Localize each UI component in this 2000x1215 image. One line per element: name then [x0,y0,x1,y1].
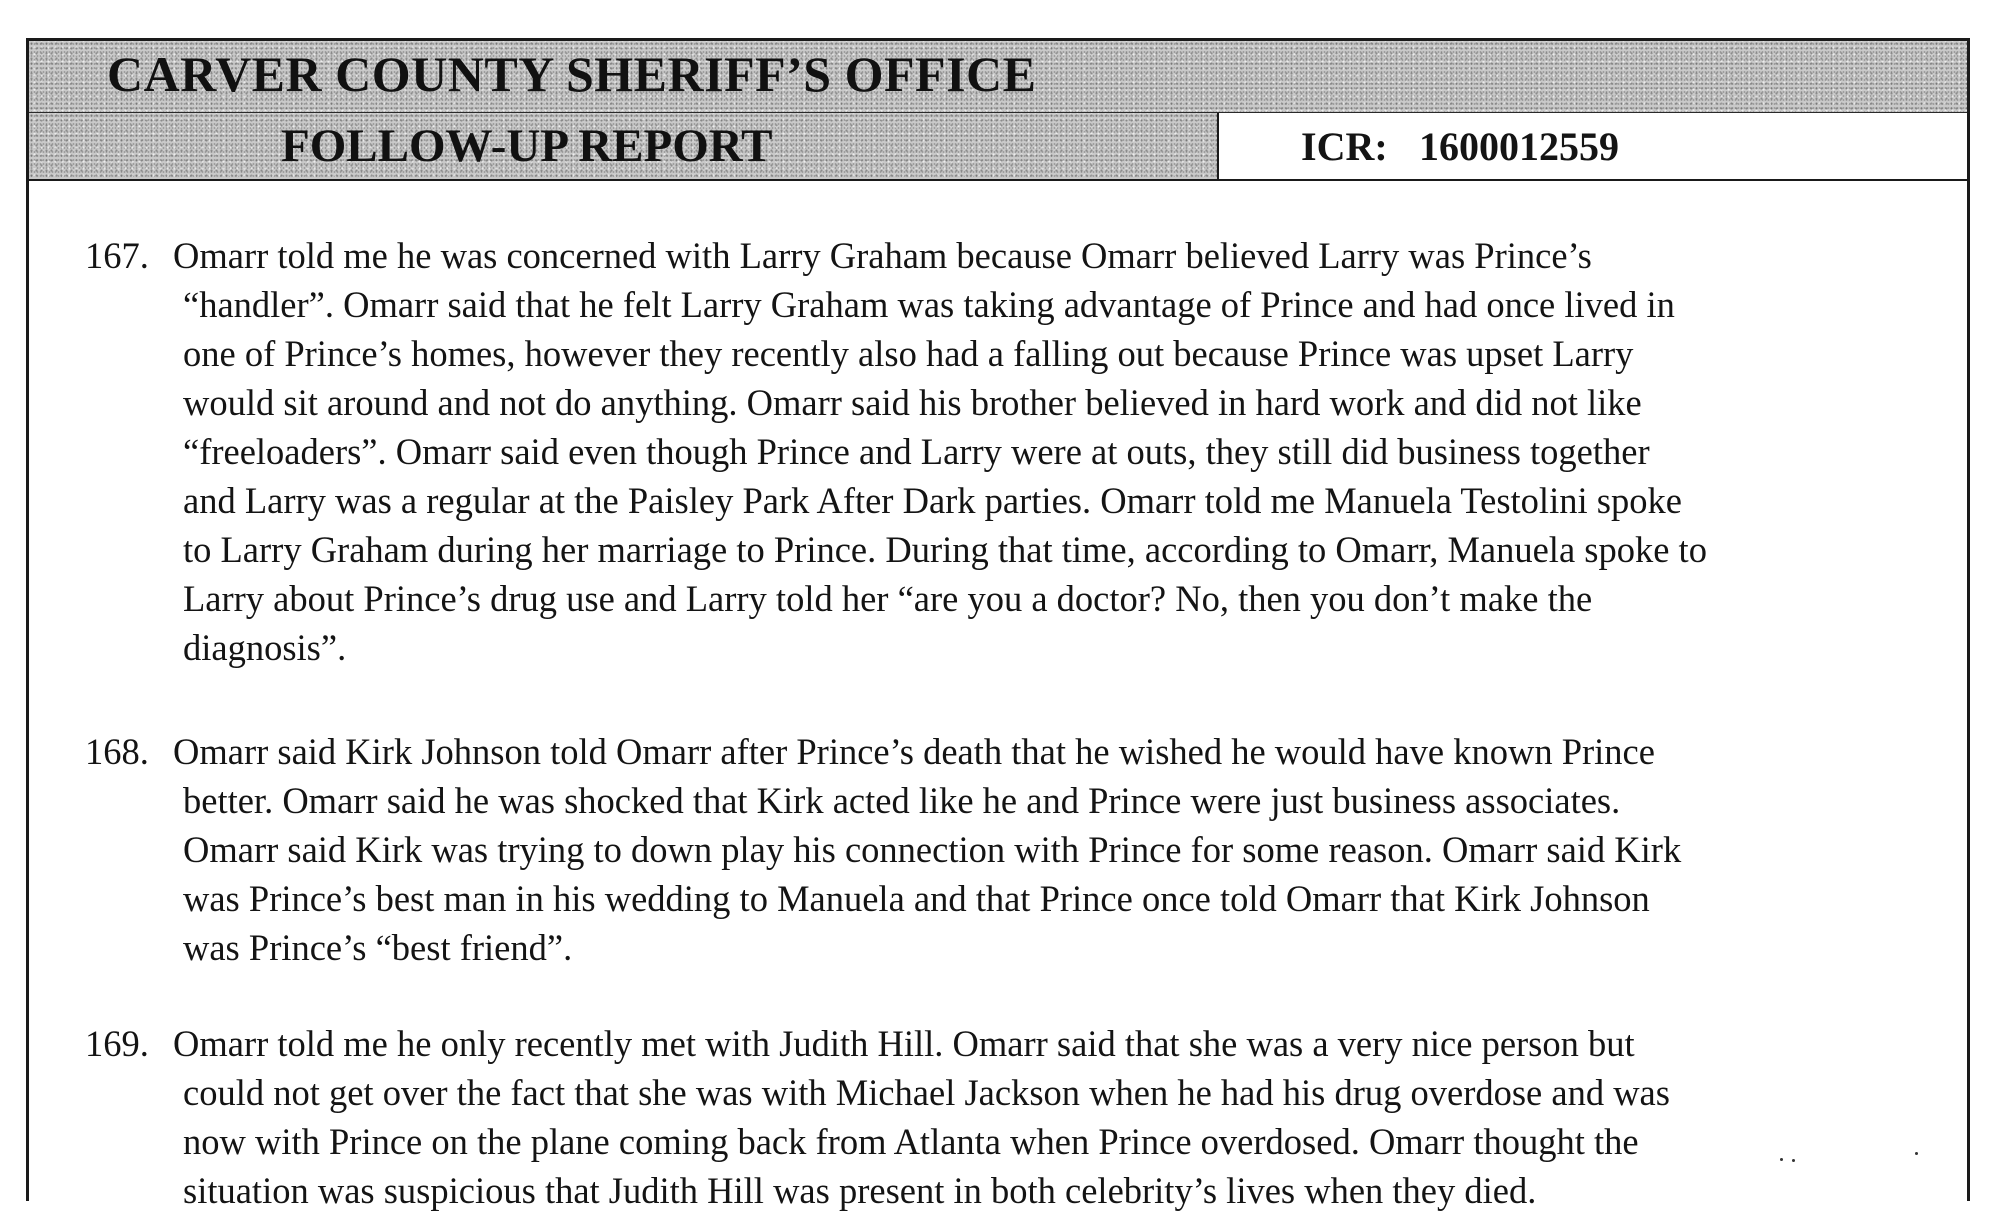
paragraph-line: Omarr told me he was concerned with Larry Graham because Omarr believed Larry was Prince’s [173,235,1592,276]
scan-speck [1915,1152,1918,1155]
paragraph-line: better. Omarr said he was shocked that Kirk acted like he and Prince were just business associates. [183,780,1621,821]
paragraph-line: now with Prince on the plane coming back from Atlanta when Prince overdosed. Omarr thought the [183,1121,1639,1162]
paragraph-line: was Prince’s best man in his wedding to Manuela and that Prince once told Omarr that Kirk Johnson [183,878,1650,919]
icr-cell [1219,113,1967,179]
icr-label: ICR: [1301,124,1388,169]
paragraph-line: and Larry was a regular at the Paisley Park After Dark parties. Omarr told me Manuela Testolini spoke [183,480,1682,521]
paragraph-line: “handler”. Omarr said that he felt Larry Graham was taking advantage of Prince and had once lived in [183,284,1675,325]
paragraph-line: one of Prince’s homes, however they recently also had a falling out because Prince was upset Larry [183,333,1634,374]
report-header [29,41,1967,181]
paragraph-line: to Larry Graham during her marriage to Prince. During that time, according to Omarr, Manuela spoke to [183,529,1707,570]
report-page [26,38,1970,1211]
paragraph-line: situation was suspicious that Judith Hill was present in both celebrity’s lives when they died. [183,1170,1537,1211]
paragraph-number: 167. [85,235,149,276]
paragraph-line: “freeloaders”. Omarr said even though Prince and Larry were at outs, they still did business together [183,431,1650,472]
paragraph-line: diagnosis”. [183,627,347,668]
paragraph-167 [85,231,1707,672]
paragraph-line: Larry about Prince’s drug use and Larry told her “are you a doctor? No, then you don’t make the [183,578,1593,619]
paragraph-number: 169. [85,1023,149,1064]
icr-number: 1600012559 [1419,124,1619,169]
office-title: CARVER COUNTY SHERIFF’S OFFICE [107,46,1037,102]
scan-speck [1780,1158,1783,1161]
paragraph-169 [85,1019,1670,1215]
report-type-cell [29,113,1219,179]
office-banner [29,41,1967,113]
paragraph-line: Omarr told me he only recently met with Judith Hill. Omarr said that she was a very nice person but [173,1023,1635,1064]
paragraph-line: Omarr said Kirk was trying to down play his connection with Prince for some reason. Omarr said Kirk [183,829,1682,870]
report-banner [29,113,1967,179]
paragraph-line: could not get over the fact that she was with Michael Jackson when he had his drug overdose and was [183,1072,1670,1113]
paragraph-number: 168. [85,731,149,772]
paragraph-line: would sit around and not do anything. Omarr said his brother believed in hard work and did not like [183,382,1642,423]
paragraph-line: was Prince’s “best friend”. [183,927,573,968]
report-type-title: FOLLOW-UP REPORT [281,120,773,172]
paragraph-line: Omarr said Kirk Johnson told Omarr after Prince’s death that he wished he would have known Prince [173,731,1655,772]
scan-specks [1780,1150,1940,1170]
paragraph-168 [85,727,1681,972]
scan-speck [1792,1159,1795,1162]
